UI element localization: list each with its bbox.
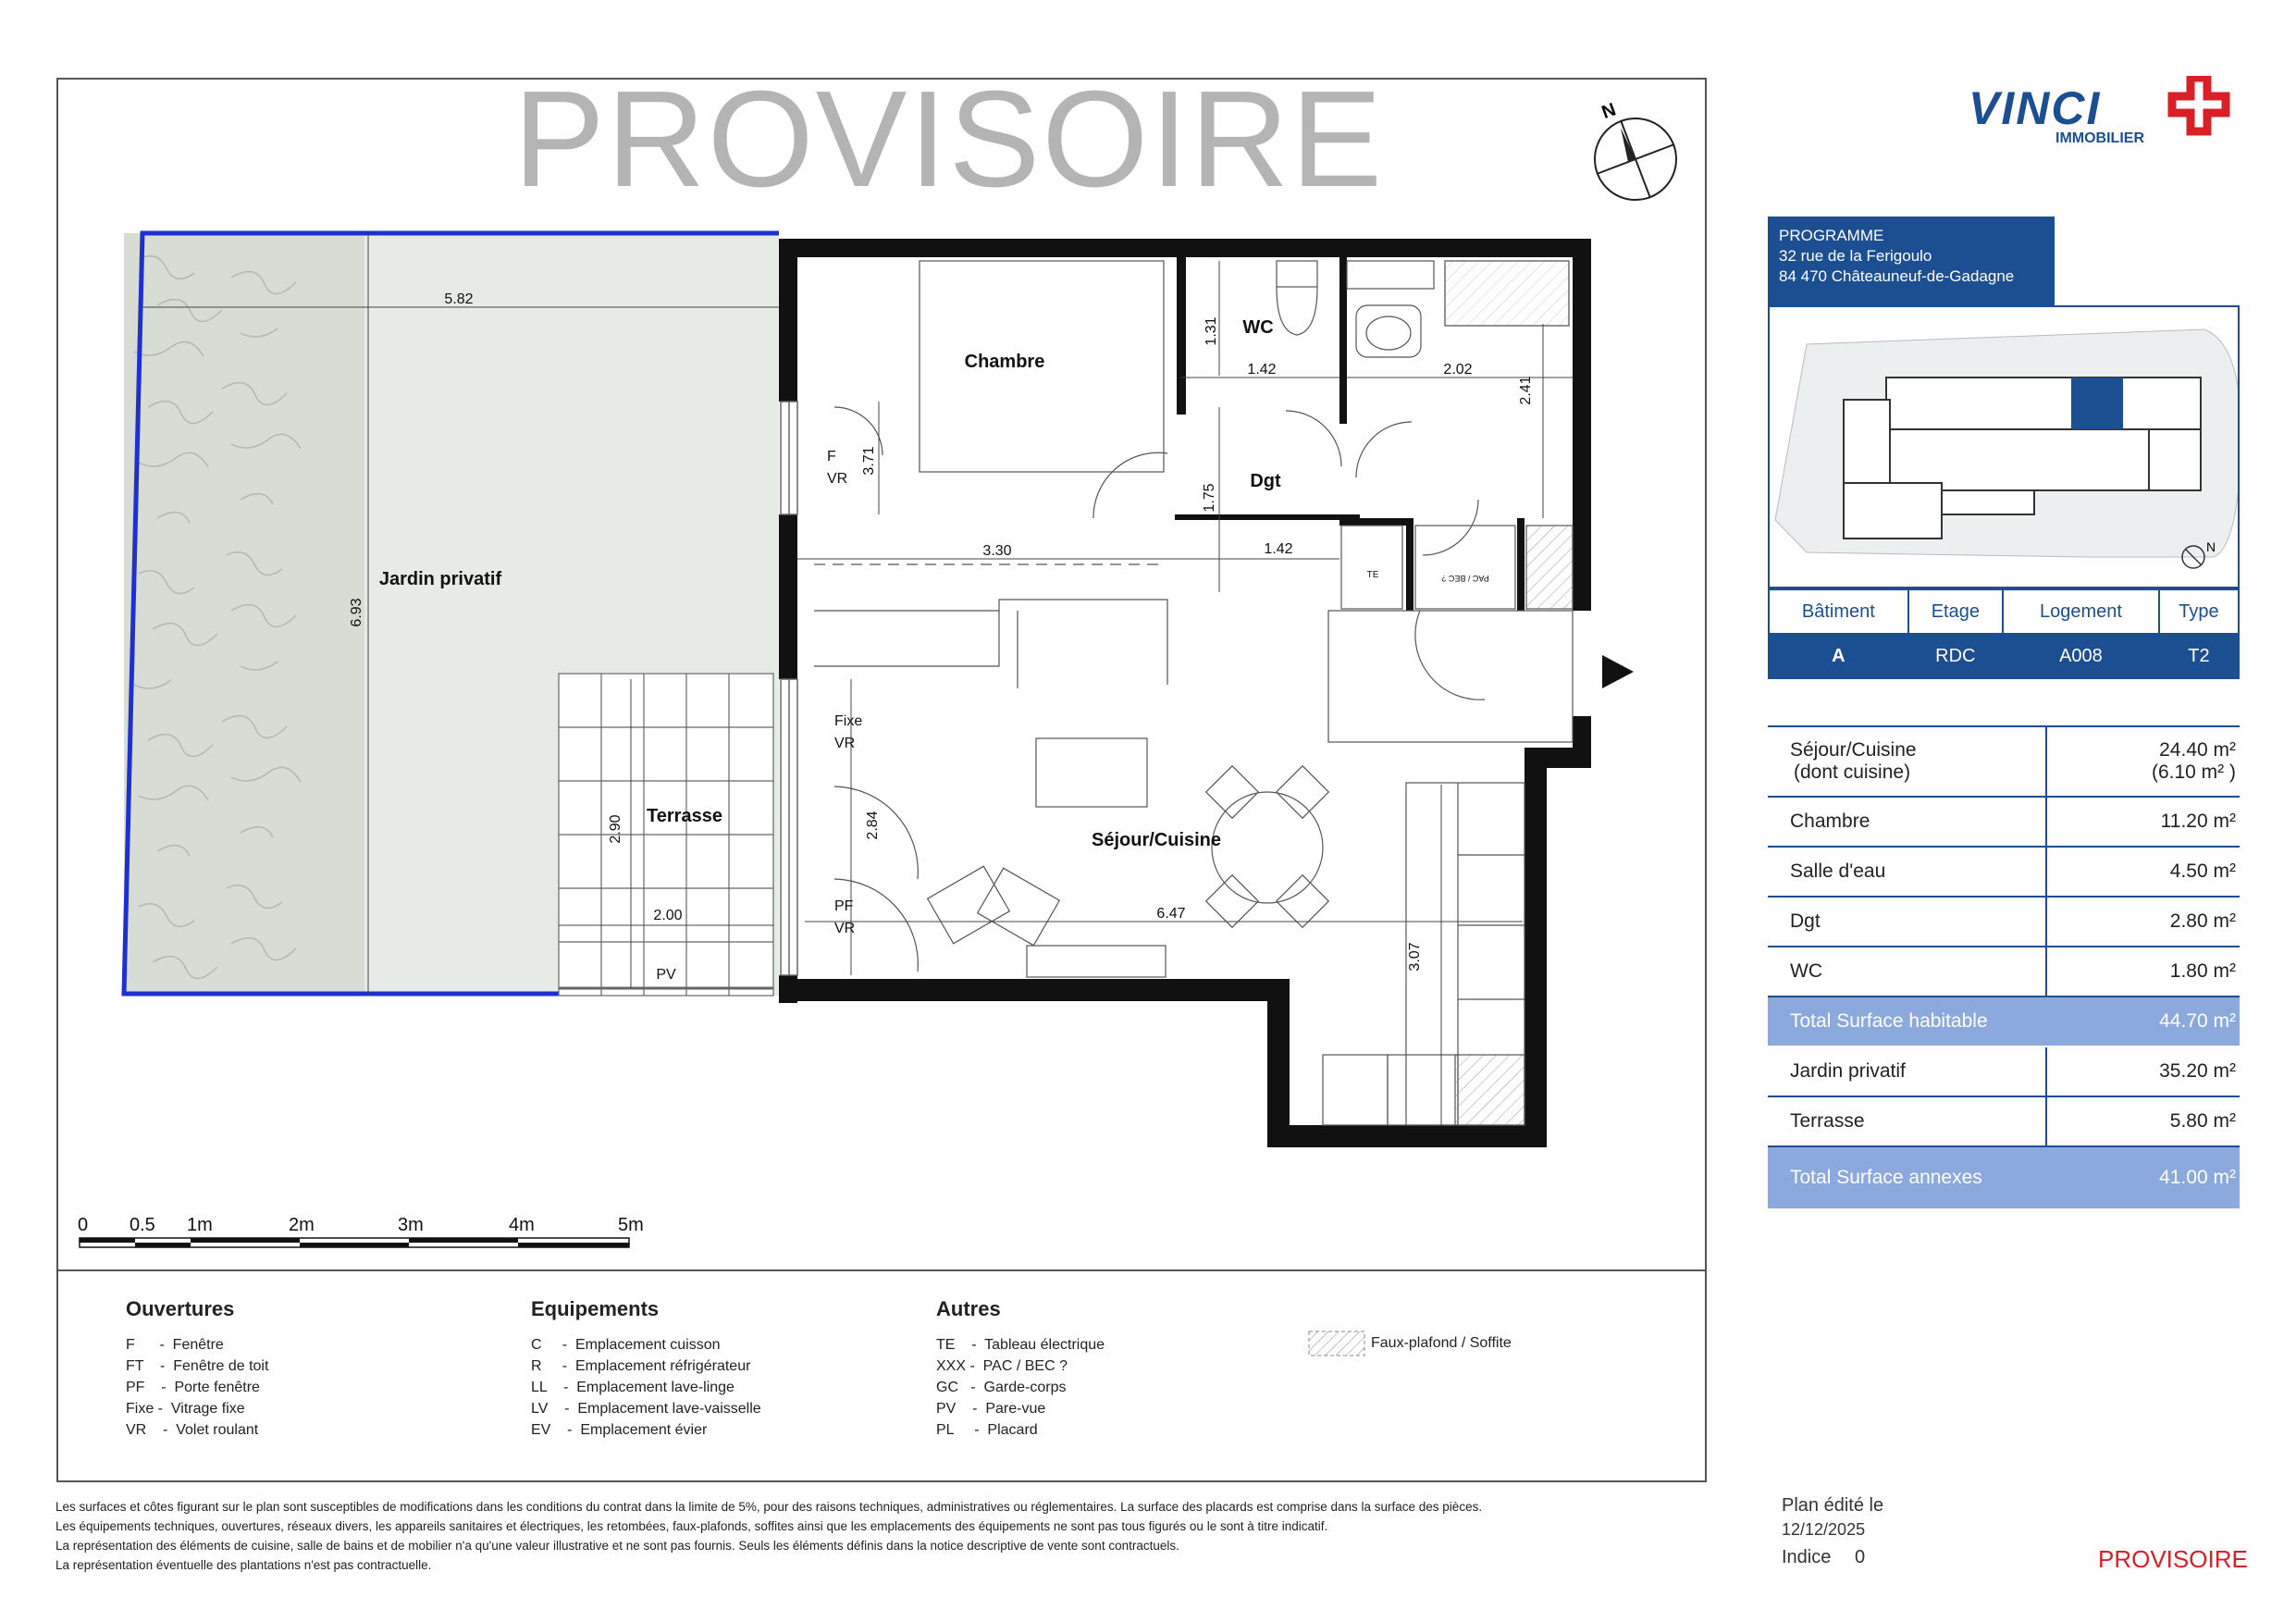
room-chambre-label: Chambre — [964, 352, 1045, 372]
legend-item: LV - Emplacement lave-vaisselle — [531, 1401, 761, 1417]
indice — [1782, 1547, 1865, 1568]
legend-item: EV - Emplacement évier — [531, 1422, 708, 1438]
svg-text:IMMOBILIER: IMMOBILIER — [2055, 130, 2144, 146]
logo-cross-icon — [2172, 78, 2226, 131]
svg-text:2.00: 2.00 — [653, 908, 683, 923]
svg-text:VR: VR — [834, 736, 856, 751]
room-jardin-label: Jardin privatif — [378, 569, 502, 589]
programme-address-line: 32 rue de la Ferigoulo — [1779, 247, 1932, 265]
disclaimer-line: La représentation éventuelle des plantations n'est pas contractuelle. — [56, 1558, 432, 1572]
area-sublabel: (dont cuisine) — [1794, 761, 1911, 783]
svg-text:TE: TE — [1366, 570, 1379, 580]
legend-autres-title: Autres — [936, 1297, 1001, 1320]
svg-text:5.82: 5.82 — [444, 291, 474, 307]
total-annexes-value: 41.00 m² — [2046, 1146, 2240, 1209]
legend-item: F - Fenêtre — [126, 1337, 224, 1353]
total-annexes-label: Total Surface annexes — [1768, 1146, 2046, 1209]
legend-item: PV - Pare-vue — [936, 1401, 1046, 1417]
programme-box — [1768, 217, 2055, 305]
windows — [781, 402, 797, 975]
area-label: WC — [1768, 947, 2046, 997]
svg-text:N: N — [1599, 99, 1619, 124]
svg-text:2.02: 2.02 — [1443, 362, 1473, 378]
svg-text:2m: 2m — [289, 1215, 315, 1235]
area-value: 5.80 m² — [2046, 1096, 2240, 1146]
svg-text:PF: PF — [834, 898, 854, 914]
table-row — [1768, 726, 2240, 797]
area-label: Séjour/Cuisine — [1790, 739, 1917, 761]
legend-faux-plafond-label: Faux-plafond / Soffite — [1371, 1335, 1512, 1351]
svg-text:3m: 3m — [398, 1215, 424, 1235]
svg-text:0: 0 — [78, 1215, 89, 1235]
svg-text:Fixe: Fixe — [834, 713, 863, 729]
edition-info — [1782, 1493, 1883, 1542]
programme-title: PROGRAMME — [1779, 227, 1884, 244]
svg-text:1.75: 1.75 — [1202, 483, 1217, 513]
disclaimer-line: La représentation des éléments de cuisine, salle de bains et de mobilier n'a qu'une valeur illustrative et ne sont pas fournis. Seuls les éléments définis dans la notice descriptive de vente sont contractuels. — [56, 1539, 1179, 1553]
legend-item: PF - Porte fenêtre — [126, 1380, 260, 1395]
legend-equipements-title: Equipements — [531, 1297, 660, 1320]
compass-icon — [1595, 99, 1676, 200]
legend-item: Fixe - Vitrage fixe — [126, 1401, 245, 1417]
info-value: A008 — [2003, 634, 2159, 678]
legend-item: VR - Volet roulant — [126, 1422, 259, 1438]
table-row — [1768, 897, 2240, 947]
svg-text:F: F — [827, 449, 836, 464]
programme-address-line: 84 470 Châteauneuf-de-Gadagne — [1779, 267, 2015, 285]
legend-frame — [56, 1271, 1707, 1482]
svg-text:5m: 5m — [618, 1215, 644, 1235]
area-value: 11.20 m² — [2046, 797, 2240, 847]
total-habitable-value: 44.70 m² — [2046, 997, 2240, 1046]
info-table — [1768, 588, 2240, 679]
table-row — [1768, 847, 2240, 897]
room-dgt-label: Dgt — [1250, 471, 1281, 491]
indice-label: Indice — [1782, 1547, 1832, 1567]
legend-ouvertures-title: Ouvertures — [126, 1297, 235, 1320]
legend-item: LL - Emplacement lave-linge — [531, 1380, 734, 1395]
entrance-icon — [1602, 655, 1634, 688]
edition-label: Plan édité le — [1782, 1495, 1884, 1516]
disclaimer — [56, 1497, 1482, 1575]
watermark: PROVISOIRE — [513, 63, 1385, 216]
svg-text:PV: PV — [656, 967, 676, 983]
info-header: Logement — [2003, 589, 2159, 634]
info-value: RDC — [1908, 634, 2003, 678]
svg-text:N: N — [2206, 539, 2216, 554]
indice-value: 0 — [1854, 1547, 1866, 1567]
table-row — [1768, 947, 2240, 997]
area-value: 1.80 m² — [2046, 947, 2240, 997]
info-value: T2 — [2159, 634, 2239, 678]
legend-item: R - Emplacement réfrigérateur — [531, 1358, 751, 1374]
svg-text:3.30: 3.30 — [982, 543, 1012, 559]
scale-bar — [78, 1215, 644, 1247]
area-value: 35.20 m² — [2046, 1046, 2240, 1096]
disclaimer-line: Les équipements techniques, ouvertures, réseaux divers, les appareils sanitaires et électriques, les retombées, faux-plafonds, soffites ainsi que les emplacements des équipements ne sont pas tous figurés ou le sont à titre indicatif. — [56, 1519, 1328, 1533]
area-value: 24.40 m² — [2159, 739, 2236, 761]
area-label: Chambre — [1768, 797, 2046, 847]
room-wc-label: WC — [1242, 317, 1274, 338]
area-label: Salle d'eau — [1768, 847, 2046, 897]
key-plan — [1768, 305, 2240, 588]
svg-text:PAC / BEC ?: PAC / BEC ? — [1441, 574, 1489, 583]
svg-text:3.07: 3.07 — [1407, 942, 1423, 972]
info-header: Etage — [1908, 589, 2003, 634]
legend-item: XXX - PAC / BEC ? — [936, 1358, 1068, 1374]
svg-text:1.31: 1.31 — [1204, 316, 1219, 346]
svg-text:6.93: 6.93 — [349, 598, 364, 627]
legend-autres — [936, 1297, 1105, 1441]
svg-text:1.42: 1.42 — [1247, 362, 1277, 378]
area-label: Jardin privatif — [1768, 1046, 2046, 1096]
hatch-swatch-icon — [1308, 1331, 1365, 1356]
svg-text:2.90: 2.90 — [608, 814, 623, 844]
vinci-logo — [1969, 76, 2237, 155]
area-value: 4.50 m² — [2046, 847, 2240, 897]
area-table — [1768, 725, 2240, 1210]
legend-equipements — [531, 1297, 761, 1441]
legend-item: TE - Tableau électrique — [936, 1337, 1105, 1353]
terrace-area — [559, 674, 773, 996]
svg-text:2.84: 2.84 — [865, 811, 881, 840]
svg-text:0.5: 0.5 — [130, 1215, 155, 1235]
info-value: A — [1769, 634, 1908, 678]
status-badge: PROVISOIRE — [2098, 1545, 2248, 1573]
total-row — [1768, 1146, 2240, 1209]
legend-faux-plafond — [1308, 1331, 1512, 1356]
total-row — [1768, 997, 2240, 1046]
area-label: Dgt — [1768, 897, 2046, 947]
svg-text:1m: 1m — [187, 1215, 213, 1235]
svg-text:VR: VR — [827, 471, 848, 487]
room-sejour-label: Séjour/Cuisine — [1091, 830, 1222, 850]
legend-item: C - Emplacement cuisson — [531, 1337, 721, 1353]
legend-item: FT - Fenêtre de toit — [126, 1358, 269, 1374]
svg-text:4m: 4m — [509, 1215, 535, 1235]
area-subvalue: (6.10 m² ) — [2151, 761, 2236, 783]
legend-item: GC - Garde-corps — [936, 1380, 1067, 1395]
table-row — [1768, 797, 2240, 847]
svg-text:VR: VR — [834, 921, 856, 936]
disclaimer-line: Les surfaces et côtes figurant sur le plan sont susceptibles de modifications dans les conditions du contrat dans la limite de 5%, pour des raisons techniques, administratives ou réglementaires. La surface des placards est comprise dans la surface des pièces. — [56, 1500, 1483, 1514]
legend-item: PL - Placard — [936, 1422, 1038, 1438]
info-header: Bâtiment — [1769, 589, 1908, 634]
info-header: Type — [2159, 589, 2239, 634]
svg-text:1.42: 1.42 — [1264, 541, 1293, 557]
svg-text:6.47: 6.47 — [1156, 906, 1186, 922]
total-habitable-label: Total Surface habitable — [1768, 997, 2046, 1046]
edition-date: 12/12/2025 — [1782, 1520, 1866, 1539]
legend-ouvertures — [126, 1297, 268, 1441]
table-row — [1768, 1096, 2240, 1146]
svg-text:2.41: 2.41 — [1518, 376, 1534, 405]
table-row — [1768, 1046, 2240, 1096]
area-label: Terrasse — [1768, 1096, 2046, 1146]
area-value: 2.80 m² — [2046, 897, 2240, 947]
svg-text:VINCI: VINCI — [1969, 82, 2102, 134]
apartment-highlight — [2071, 378, 2123, 429]
svg-text:3.71: 3.71 — [861, 446, 877, 476]
room-terrasse-label: Terrasse — [647, 806, 722, 826]
